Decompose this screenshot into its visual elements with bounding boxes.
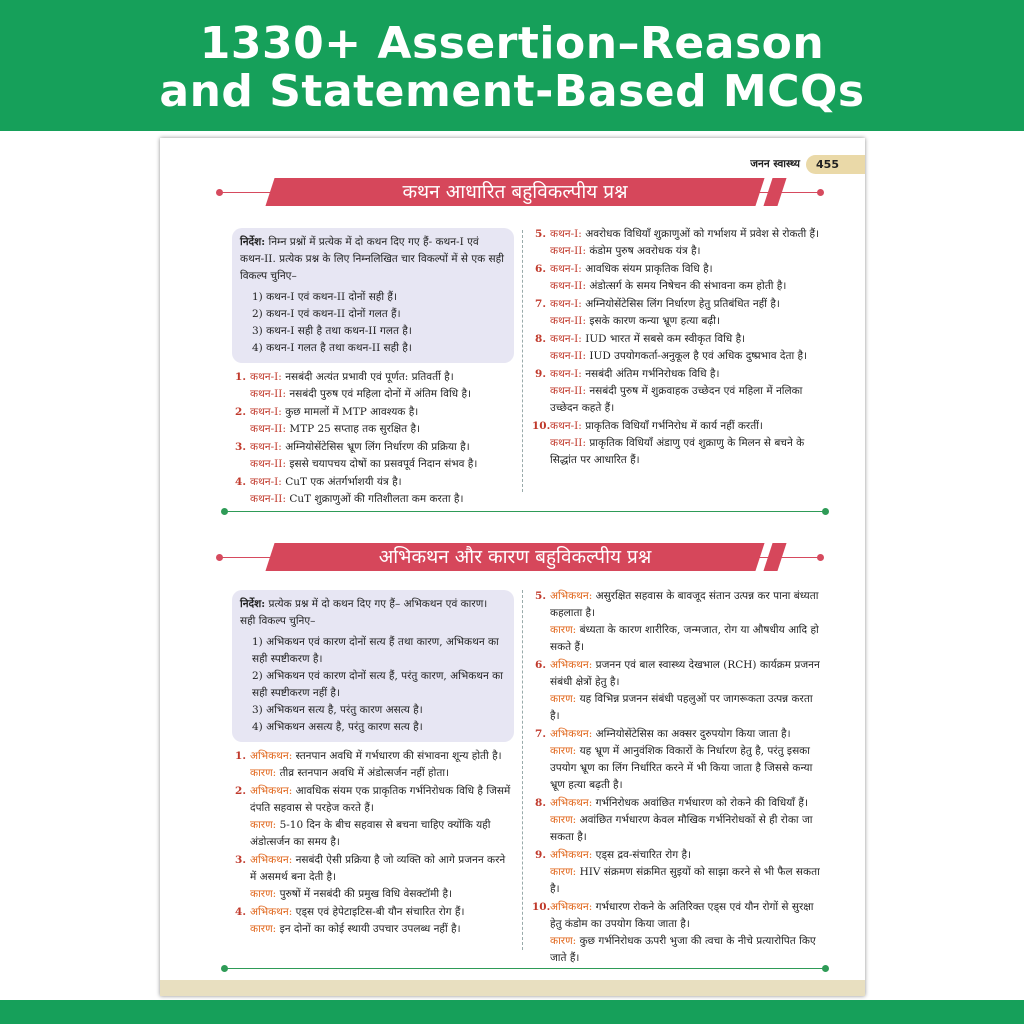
option-item: 2) अभिकथन एवं कारण दोनों सत्य हैं, परंतु कारण, अभिकथन का सही स्पष्टीकरण नहीं है। (252, 670, 503, 699)
option-item: 1) अभिकथन एवं कारण दोनों सत्य हैं तथा कारण, अभिकथन का सही स्पष्टीकरण है। (252, 636, 499, 665)
statement-2-label: कथन-II: (550, 437, 586, 449)
statement-1-text: गर्भनिरोधक अवांछित गर्भधारण को रोकने की विधियाँ हैं। (595, 797, 808, 809)
question-item (532, 226, 820, 260)
promo-banner (0, 0, 1024, 131)
statement-1-label: अभिकथन: (250, 906, 293, 918)
statement-1-text: अवरोधक विधियाँ शुक्राणुओं को गर्भाशय में प्रवेश से रोकती हैं। (585, 228, 820, 240)
statement-2-label: कारण: (250, 888, 277, 900)
statement-1-text: CuT एक अंतर्गर्भाशयी यंत्र है। (285, 476, 402, 488)
statement-2-label: कारण: (250, 767, 277, 779)
statement-1-label: कथन-I: (250, 406, 282, 418)
statement-2-label: कथन-II: (550, 385, 586, 397)
statement-2-text: IUD उपयोगकर्ता-अनुकूल है एवं अधिक दुष्प्रभाव देता है। (589, 350, 808, 362)
question-item (532, 795, 820, 846)
statement-2-label: कारण: (550, 693, 577, 705)
question-item (532, 726, 820, 794)
statement-2-label: कारण: (550, 866, 577, 878)
statement-1-label: अभिकथन: (550, 797, 593, 809)
statement-1-text: अम्नियोसेंटेसिस लिंग निर्धारण हेतु प्रतिबंधित नहीं है। (585, 298, 780, 310)
section-divider (225, 968, 825, 969)
statement-1-text: प्रजनन एवं बाल स्वास्थ्य देखभाल (RCH) कार्यक्रम प्रजनन संबंधी क्षेत्रों हेतु है। (550, 659, 820, 688)
question-item (232, 748, 514, 782)
statement-1-label: अभिकथन: (550, 590, 593, 602)
statement-1-text: एड्स द्रव-संचारित रोग है। (595, 849, 692, 861)
statement-2-text: कुछ गर्भनिरोधक ऊपरी भुजा की त्वचा के नीचे प्रत्यारोपित किए जाते हैं। (550, 935, 816, 964)
statement-2-label: कथन-II: (250, 458, 286, 470)
statement-2-text: इससे चयापचय दोषों का प्रसवपूर्व निदान संभव है। (289, 458, 478, 470)
option-item: 4) कथन-I गलत है तथा कथन-II सही है। (252, 342, 412, 354)
statement-2-text: इन दोनों का कोई स्थायी उपचार उपलब्ध नहीं है। (279, 923, 461, 935)
question-item (232, 783, 514, 851)
question-number: 3. (235, 441, 246, 453)
statement-1-label: कथन-I: (550, 368, 582, 380)
option-item: 3) कथन-I सही है तथा कथन-II गलत है। (252, 325, 412, 337)
question-number: 1. (235, 371, 246, 383)
option-item: 2) कथन-I एवं कथन-II दोनों गलत हैं। (252, 308, 401, 320)
question-number: 2. (235, 406, 246, 418)
statement-1-text: IUD भारत में सबसे कम स्वीकृत विधि है। (585, 333, 746, 345)
statement-2-text: इसके कारण कन्या भ्रूण हत्या बढ़ी। (589, 315, 720, 327)
question-item (532, 366, 820, 417)
statement-1-label: कथन-I: (550, 228, 582, 240)
statement-1-label: कथन-I: (250, 441, 282, 453)
column-divider (522, 230, 523, 492)
statement-1-text: असुरक्षित सहवास के बावजूद संतान उत्पन्न कर पाना बंध्यता कहलाता है। (550, 590, 819, 619)
option-item: 3) अभिकथन सत्य है, परंतु कारण असत्य है। (252, 704, 423, 716)
statement-2-label: कथन-II: (550, 245, 586, 257)
question-number: 3. (235, 854, 246, 866)
statement-2-text: प्राकृतिक विधियाँ अंडाणु एवं शुक्राणु के मिलन से बचने के सिद्धांत पर आधारित हैं। (550, 437, 805, 466)
section-1-header (220, 178, 820, 206)
question-number: 9. (535, 368, 546, 380)
statement-1-label: कथन-I: (250, 371, 282, 383)
section-2-instructions (232, 590, 514, 742)
question-item (532, 847, 820, 898)
question-item (232, 474, 514, 508)
statement-2-label: कारण: (250, 819, 277, 831)
section-1-left-column (232, 228, 514, 509)
running-header (750, 154, 865, 174)
statement-1-label: अभिकथन: (550, 901, 593, 913)
option-item: 1) कथन-I एवं कथन-II दोनों सही हैं। (252, 291, 397, 303)
book-page (160, 138, 865, 996)
statement-2-text: नसबंदी पुरुष में शुक्रवाहक उच्छेदन एवं महिला में नलिका उच्छेदन कहते हैं। (550, 385, 803, 414)
question-number: 4. (235, 906, 246, 918)
footer-bar (0, 1000, 1024, 1024)
question-number: 5. (535, 228, 546, 240)
statement-1-text: नसबंदी अत्यंत प्रभावी एवं पूर्णत: प्रतिवर्ती है। (285, 371, 454, 383)
question-item (532, 657, 820, 725)
statement-1-text: कुछ मामलों में MTP आवश्यक है। (285, 406, 419, 418)
question-number: 7. (535, 728, 546, 740)
question-number: 9. (535, 849, 546, 861)
instruction-text-2: सही विकल्प चुनिए– (240, 615, 316, 627)
instruction-text: प्रत्येक प्रश्न में दो कथन दिए गए हैं– अभिकथन एवं कारण। (268, 598, 488, 610)
statement-1-label: कथन-I: (250, 476, 282, 488)
question-item (232, 369, 514, 403)
statement-1-text: अम्नियोसेंटेसिस भ्रूण लिंग निर्धारण की प्रक्रिया है। (285, 441, 470, 453)
statement-1-text: स्तनपान अवधि में गर्भधारण की संभावना शून्य होती है। (295, 750, 502, 762)
question-number: 10. (532, 420, 551, 432)
section-1-title: कथन आधारित बहुविकल्पीय प्रश्न (402, 181, 628, 203)
question-number: 6. (535, 263, 546, 275)
question-item (532, 261, 820, 295)
statement-2-label: कथन-II: (250, 423, 286, 435)
statement-2-text: नसबंदी पुरुष एवं महिला दोनों में अंतिम विधि है। (289, 388, 472, 400)
page-footer-strip (160, 980, 865, 996)
instruction-label: निर्देश: (240, 598, 266, 610)
statement-2-label: कारण: (250, 923, 277, 935)
section-2-right-column (532, 588, 820, 968)
statement-1-text: एड्स एवं हेपेटाइटिस-बी यौन संचारित रोग हैं। (295, 906, 465, 918)
section-2-title: अभिकथन और कारण बहुविकल्पीय प्रश्न (378, 546, 652, 568)
statement-2-text: बंध्यता के कारण शारीरिक, जन्मजात, रोग या औषधीय आदि हो सकते हैं। (550, 624, 819, 653)
column-divider (522, 590, 523, 950)
section-2-left-column (232, 590, 514, 939)
question-item (532, 588, 820, 656)
statement-2-label: कारण: (550, 814, 577, 826)
statement-2-text: यह भ्रूण में आनुवंशिक विकारों के निर्धारण हेतु है, परंतु इसका उपयोग भ्रूण का लिंग निर्धारित करने में भी किया जाता है जिससे कन्या भ्रूण हत्या बढ़ती है। (550, 745, 813, 791)
question-item (532, 418, 820, 469)
statement-1-label: अभिकथन: (550, 728, 593, 740)
banner-title-line-2: and Statement-Based MCQs (159, 66, 865, 117)
statement-2-label: कथन-II: (550, 280, 586, 292)
question-number: 8. (535, 333, 546, 345)
statement-2-text: कंडोम पुरुष अवरोधक यंत्र है। (589, 245, 701, 257)
question-number: 10. (532, 901, 551, 913)
section-divider (225, 511, 825, 512)
statement-2-text: MTP 25 सप्ताह तक सुरक्षित है। (289, 423, 421, 435)
question-number: 7. (535, 298, 546, 310)
instruction-label: निर्देश: (240, 236, 266, 248)
statement-1-label: अभिकथन: (550, 849, 593, 861)
question-item (232, 439, 514, 473)
question-number: 5. (535, 590, 546, 602)
statement-2-text: अवांछित गर्भधारण केवल मौखिक गर्भनिरोधकों से ही रोका जा सकता है। (550, 814, 813, 843)
chapter-title: जनन स्वास्थ्य (750, 158, 801, 170)
statement-2-label: कथन-II: (250, 493, 286, 505)
option-item: 4) अभिकथन असत्य है, परंतु कारण सत्य है। (252, 721, 423, 733)
statement-1-text: नसबंदी अंतिम गर्भनिरोधक विधि है। (585, 368, 720, 380)
statement-1-text: नसबंदी ऐसी प्रक्रिया है जो व्यक्ति को आगे प्रजनन करने में असमर्थ बना देती है। (250, 854, 506, 883)
instruction-text: निम्न प्रश्नों में प्रत्येक में दो कथन दिए गए हैं- कथन-I एवं कथन-II. प्रत्येक प्रश्न के लिए निम्नलिखित चार विकल्पों में से एक सही विकल्प चुनिए– (240, 236, 504, 282)
question-number: 6. (535, 659, 546, 671)
question-number: 2. (235, 785, 246, 797)
question-number: 4. (235, 476, 246, 488)
question-item (532, 296, 820, 330)
question-item (532, 331, 820, 365)
question-number: 1. (235, 750, 246, 762)
section-2-header (220, 543, 820, 571)
statement-2-label: कारण: (550, 624, 577, 636)
statement-1-label: कथन-I: (550, 420, 582, 432)
statement-2-label: कथन-II: (550, 315, 586, 327)
statement-1-text: आवधिक संयम प्राकृतिक विधि है। (585, 263, 713, 275)
question-number: 8. (535, 797, 546, 809)
statement-2-label: कथन-II: (550, 350, 586, 362)
statement-2-label: कारण: (550, 935, 577, 947)
statement-2-text: CuT शुक्राणुओं की गतिशीलता कम करता है। (289, 493, 464, 505)
statement-2-label: कथन-II: (250, 388, 286, 400)
question-item (232, 904, 514, 938)
section-1-instructions (232, 228, 514, 363)
statement-2-text: 5-10 दिन के बीच सहवास से बचना चाहिए क्योंकि यही अंडोत्सर्जन का समय है। (250, 819, 491, 848)
statement-1-label: अभिकथन: (250, 854, 293, 866)
statement-1-label: अभिकथन: (250, 750, 293, 762)
statement-1-label: अभिकथन: (550, 659, 593, 671)
question-item (532, 899, 820, 967)
section-1-right-column (532, 226, 820, 470)
statement-1-label: अभिकथन: (250, 785, 293, 797)
statement-1-label: कथन-I: (550, 333, 582, 345)
statement-1-text: आवधिक संयम एक प्राकृतिक गर्भनिरोधक विधि है जिसमें दंपति सहवास से परहेज करते हैं। (250, 785, 511, 814)
statement-2-text: पुरुषों में नसबंदी की प्रमुख विधि वेसक्टॉमी है। (279, 888, 453, 900)
statement-1-text: गर्भधारण रोकने के अतिरिक्त एड्स एवं यौन रोगों से सुरक्षा हेतु कंडोम का उपयोग किया जाता है। (550, 901, 814, 930)
statement-2-text: अंडोत्सर्ग के समय निषेचन की संभावना कम होती है। (589, 280, 787, 292)
statement-1-label: कथन-I: (550, 298, 582, 310)
statement-2-label: कारण: (550, 745, 577, 757)
question-item (232, 404, 514, 438)
page-number: 455 (806, 155, 865, 174)
statement-2-text: HIV संक्रमण संक्रमित सुइयों को साझा करने से भी फैल सकता है। (550, 866, 820, 895)
statement-2-text: यह विभिन्न प्रजनन संबंधी पहलुओं पर जागरूकता उत्पन्न करता है। (550, 693, 813, 722)
statement-1-text: अम्नियोसेंटेसिस का अक्सर दुरुपयोग किया जाता है। (595, 728, 791, 740)
banner-title-line-1: 1330+ Assertion–Reason (199, 18, 825, 69)
question-item (232, 852, 514, 903)
statement-1-label: कथन-I: (550, 263, 582, 275)
statement-2-text: तीव्र स्तनपान अवधि में अंडोत्सर्जन नहीं होता। (279, 767, 450, 779)
statement-1-text: प्राकृतिक विधियाँ गर्भनिरोध में कार्य नहीं करतीं। (585, 420, 763, 432)
